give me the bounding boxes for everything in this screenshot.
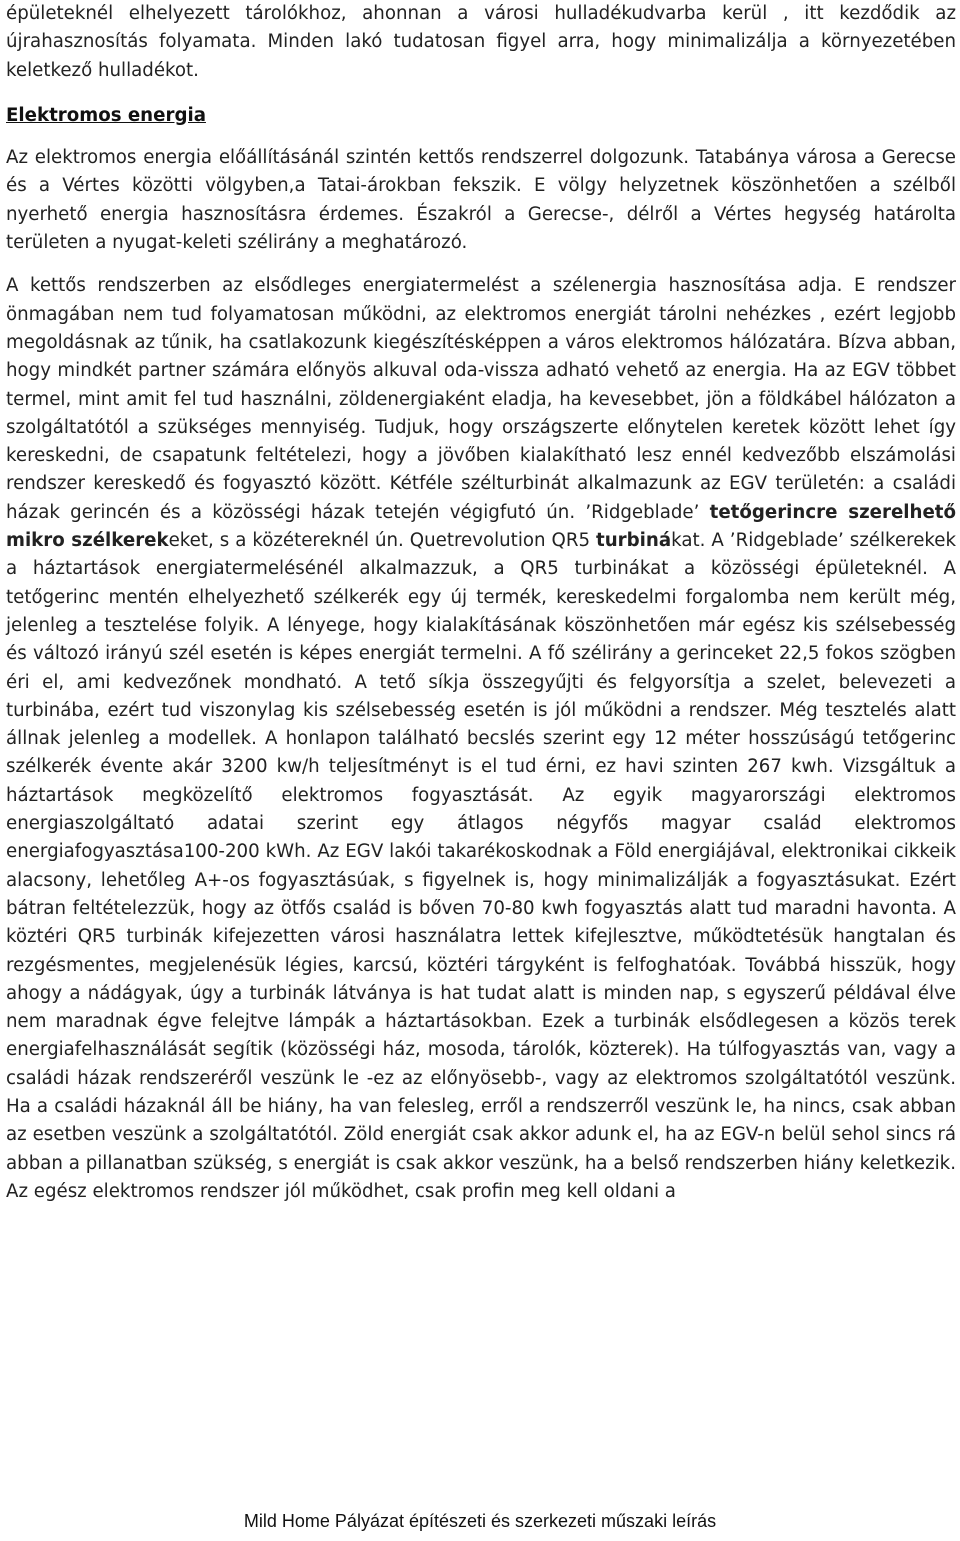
section-heading: Elektromos energia [6,104,206,126]
paragraph-dual-system [6,272,956,1206]
bold-term: tetőgerincre szerelhető mikro szélkerek [6,501,956,552]
paragraph-text: eket, s a közétereknél ún. Quetrevolution QR5 [168,530,597,552]
page-footer: Mild Home Pályázat építészeti és szerkezeti műszaki leírás [243,1511,717,1531]
paragraph-text: kat. A ’Ridgeblade’ szélkerekek a háztartások energiatermelésénél alkalmazzuk, a QR5 turbinákat a közösségi épületeknél. A tetőgerinc mentén elhelyezhető szélkerék egy új termék, kereskedelmi forgalomba nem került még, jelenleg a tesztelése folyik. A lényege, hogy kialakításának köszönhetően már egész kis szélsebesség és változó irányú szél esetén is képes energiát termelni. A fő szélirány a gerinceket 22,5 fokos szögben éri el, ami kedvezőnek mondható. A tető síkja összegyűjti és felgyorsítja a szelet, belevezeti a turbinába, ezért tud viszonylag kis szélsebesség esetén is jól működni a rendszer. Még tesztelés alatt állnak jelenleg a modellek. A honlapon található becslés szerint egy 12 méter hosszúságú tetőgerinc szélkerék évente akár 3200 kw/h teljesítményt is el tud érni, ez havi szinten 267 kwh. Vizsgáltuk a háztartások megközelítő elektromos fogyasztását. Az egyik magyarországi elektromos energiaszolgáltató adatai szerint egy átlagos négyfős magyar család elektromos energiafogyasztása100-200 kWh. Az EGV lakói takarékoskodnak a Föld energiájával, elektronikai cikkeik alacsony, lehetőleg A+-os fogyasztásúak, s figyelnek is, hogy minimalizálják a fogyasztásukat. Ezért bátran feltételezzük, hogy az ötfős család is bőven 70-80 kwh fogyasztás alatt tud maradni havonta. A köztéri QR5 turbinák kifejezetten városi használatra lettek kifejlesztve, működtetésük hangtalan és rezgésmentes, megjelenésük légies, karcsú, köztéri tárgyként is felfoghatóak. Továbbá hisszük, hogy ahogy a nádágyak, úgy a turbinák látványa is hat tudat alatt is minden nap, s egyszerű példával élve nem maradnak égve felejtve lámpák a háztartásokban. Ezek a turbinák elsődlegesen a közös terek energiafelhasználását segítik (közösségi ház, mosoda, tárolók, közterek). Ha túlfogyasztás van, vagy a családi házak rendszeréről veszünk le -ez az előnyösebb-, vagy az elektromos szolgáltatótól veszünk. Ha a családi házaknál áll be hiány, ha van felesleg, erről a rendszerről veszünk le, ha nincs, csak abban az esetben veszünk a szolgáltatótól. Zöld energiát csak akkor adunk el, ha az EGV-n belül sehol sincs rá abban a pillanatban szükség, s energiát is csak akkor veszünk, ha a belső rendszerben hiány keletkezik. Az egész elektromos rendszer jól működhet, csak profin meg kell oldani a [6,530,956,1202]
document-page [6,0,956,1206]
paragraph-text: A kettős rendszerben az elsődleges energiatermelést a szélenergia hasznosítása adja. E rendszer önmagában nem tud folyamatosan működni, az elektromos energiát tárolni nehézkes , ezért legjobb megoldásnak az tűnik, ha csatlakozunk kiegészítésképpen a város elektromos hálózatára. Bízva abban, hogy mindkét partner számára előnyös alkuval oda-vissza adható vehető az energia. Ha az EGV többet termel, mint amit fel tud használni, zöldenergiaként eladja, ha kevesebbet, jön a földkábel hálózaton a szolgáltatótól a szükséges mennyiség. Tudjuk, hogy országszerte előnytelen keretek között lehet így kereskedni, de csapatunk feltételezi, hogy a jövőben kialakítható lesz ennél kedvezőbb elszámolási rendszer kereskedő és fogyasztó között. Kétféle szélturbinát alkalmazunk az EGV területén: a családi házak gerincén és a közösségi házak tetején végigfutó ún. ’Ridgeblade’ [6,275,956,523]
intro-paragraph: épületeknél elhelyezett tárolókhoz, ahonnan a városi hulladékudvarba kerül , itt kezdődik az újrahasznosítás folyamata. Minden lakó tudatosan figyel arra, hogy minimalizálja a környezetében keletkező hulladékot. [6,3,956,81]
paragraph-location: Az elektromos energia előállításánál szintén kettős rendszerrel dolgozunk. Tatabánya városa a Gerecse és a Vértes közötti völgyben,a Tatai-árokban fekszik. E völgy helyzetnek köszönhetően a szélből nyerhető energia hasznosításra érdemes. Északról a Gerecse-, délről a Vértes hegység határolta területen a nyugat-keleti szélirány a meghatározó. [6,147,956,254]
bold-term: turbiná [596,530,672,552]
